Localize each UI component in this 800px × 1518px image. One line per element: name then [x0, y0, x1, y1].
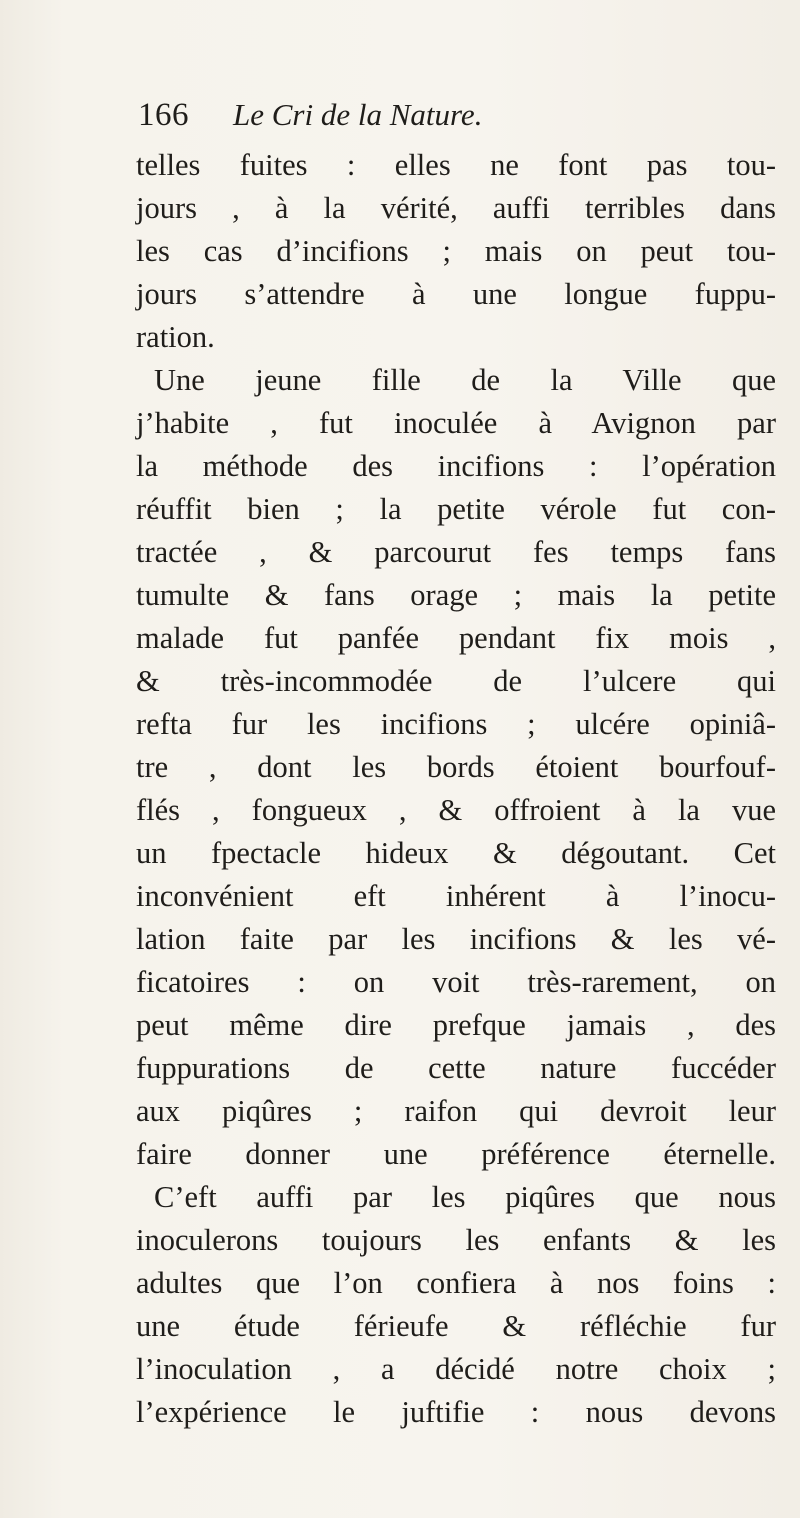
text-line: l’expérience le juftifie : nous devons: [136, 1395, 776, 1429]
text-line: tre , dont les bords étoient bourfouf-: [136, 750, 776, 784]
text-line: ficatoires : on voit très-rarement, on: [136, 965, 776, 999]
text-line: & très-incommodée de l’ulcere qui: [136, 664, 776, 698]
text-line: inoculerons toujours les enfants & les: [136, 1223, 776, 1257]
text-line: une étude férieufe & réfléchie fur: [136, 1309, 776, 1343]
text-line: peut même dire prefque jamais , des: [136, 1008, 776, 1042]
text-line: tractée , & parcourut fes temps fans: [136, 535, 776, 569]
text-line: lation faite par les incifions & les vé-: [136, 922, 776, 956]
text-line: j’habite , fut inoculée à Avignon par: [136, 406, 776, 440]
text-line: malade fut panfée pendant fix mois ,: [136, 621, 776, 655]
text-line: jours , à la vérité, auffi terribles dans: [136, 191, 776, 225]
text-line: Une jeune fille de la Ville que: [154, 363, 776, 397]
text-line: inconvénient eft inhérent à l’inocu-: [136, 879, 776, 913]
text-line: tumulte & fans orage ; mais la petite: [136, 578, 776, 612]
body-text: [136, 144, 776, 1434]
running-title: Le Cri de la Nature.: [233, 97, 483, 132]
page-number: 166: [138, 97, 189, 133]
page-header: [138, 95, 482, 135]
text-line: adultes que l’on confiera à nos foins :: [136, 1266, 776, 1300]
text-line: fuppurations de cette nature fuccéder: [136, 1051, 776, 1085]
text-line: ration.: [136, 320, 215, 354]
text-line: jours s’attendre à une longue fuppu-: [136, 277, 776, 311]
text-line: refta fur les incifions ; ulcére opiniâ-: [136, 707, 776, 741]
text-line: réuffit bien ; la petite vérole fut con-: [136, 492, 776, 526]
text-line: faire donner une préférence éternelle.: [136, 1137, 776, 1171]
text-line: aux piqûres ; raifon qui devroit leur: [136, 1094, 776, 1128]
text-line: un fpectacle hideux & dégoutant. Cet: [136, 836, 776, 870]
text-line: flés , fongueux , & offroient à la vue: [136, 793, 776, 827]
text-line: la méthode des incifions : l’opération: [136, 449, 776, 483]
text-line: l’inoculation , a décidé notre choix ;: [136, 1352, 776, 1386]
text-line: telles fuites : elles ne font pas tou-: [136, 148, 776, 182]
text-line: les cas d’incifions ; mais on peut tou-: [136, 234, 776, 268]
text-line: C’eft auffi par les piqûres que nous: [154, 1180, 776, 1214]
